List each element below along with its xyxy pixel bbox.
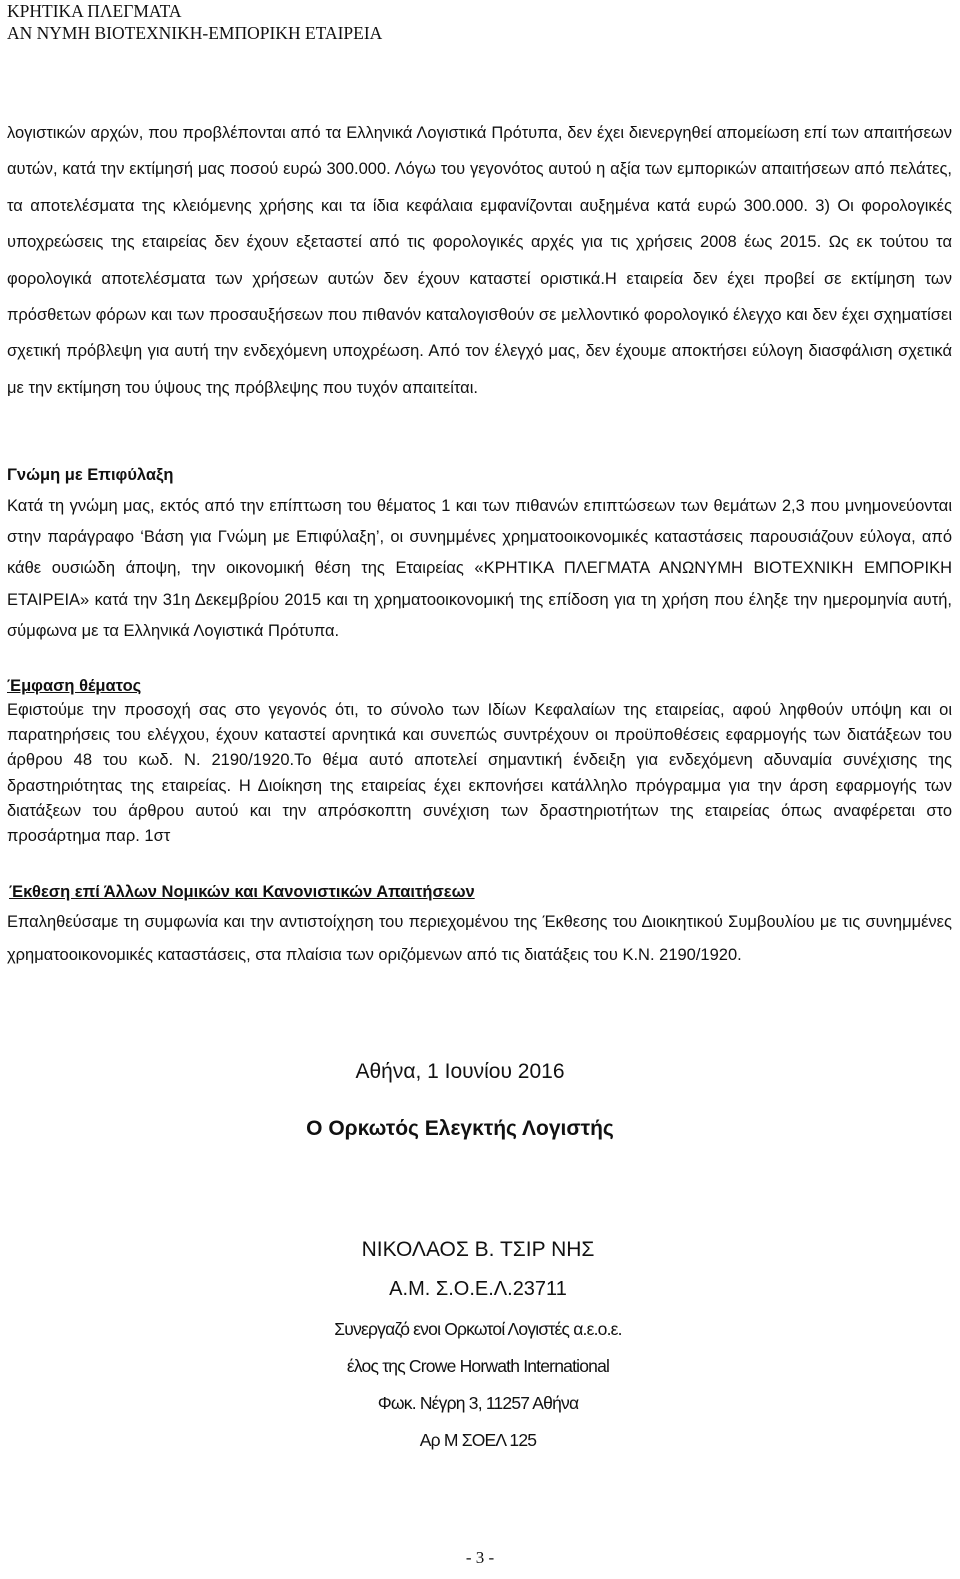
emphasis-text: Εφιστούμε την προσοχή σας στο γεγονός ότι, το σύνολο των Ιδίων Κεφαλαίων της εταιρείας, αφού ληφθούν υπόψη και οι παρατηρήσεις του ελέγχου, έχουν καταστεί αρνητικά και συνεπώς συντρέχουν οι προϋποθέσεις εφαρμογής των διατάξεων του άρθρου 48 του κωδ. Ν. 2190/1920.Το θέμα αυτό αποτελεί σημαντική ένδειξη για ενδεχόμενη αδυναμία συνέχισης της δραστηριότητας της εταιρείας. Η Διοίκηση της εταιρείας έχει εκπονήσει κατάλληλο πρόγραμμα για την άρση εφαρμογής των διατάξεων του άρθρου αυτού και την απρόσκοπτη συνέχιση των δραστηριοτήτων της εταιρείας όπως αναφέρεται στο προσάρτημα παρ. 1στ (7, 701, 952, 846)
auditor-title: Ο Ορκωτός Ελεγκτής Λογιστής (306, 1117, 614, 1140)
qualified-opinion-heading: Γνώμη με Επιφύλαξη (7, 466, 174, 484)
firm-registration: Αρ Μ ΣΟΕΛ 125 (419, 1430, 537, 1450)
other-matters-text: Επαληθεύσαμε τη συμφωνία και την αντιστοίχηση του περιεχομένου της Έκθεσης του Διοικητικού Συμβουλίου με τις συνημμένες χρηματοοικονομικές καταστάσεις, στα πλαίσια των οριζόμενων από τις διατάξεις του Κ.Ν. 2190/1920. (7, 913, 952, 964)
auditor-name: ΝΙΚΟΛΑΟΣ Β. ΤΣΙΡ ΝΗΣ (361, 1238, 595, 1261)
company-name: ΚΡΗΤΙΚΑ ΠΛΕΓΜΑΤΑ (7, 1, 182, 21)
company-type: ΑΝ ΝΥΜΗ ΒΙΟΤΕΧΝΙΚΗ-ΕΜΠΟΡΙΚΗ ΕΤΑΙΡΕΙΑ (7, 23, 383, 43)
firm-name: Συνεργαζό ενοι Ορκωτοί Λογιστές α.ε.ο.ε. (334, 1319, 622, 1339)
document-header (7, 0, 382, 44)
emphasis-heading: Έμφαση θέματος (7, 677, 142, 695)
signature-date: Αθήνα, 1 Ιουνίου 2016 (355, 1060, 565, 1083)
auditor-registration: Α.Μ. Σ.Ο.Ε.Λ.23711 (389, 1278, 567, 1300)
firm-membership: έλος της Crowe Horwath International (346, 1356, 610, 1376)
qualified-opinion-text: Κατά τη γνώμη μας, εκτός από την επίπτωση του θέματος 1 και των πιθανών επιπτώσεων των θεμάτων 2,3 που μνημονεύονται στην παράγραφο ‘Βάση για Γνώμη με Επιφύλαξη’, οι συνημμένες χρηματοοικονομικές καταστάσεις παρουσιάζουν εύλογα, από κάθε ουσιώδη άποψη, την οικονομική θέση της Εταιρείας «ΚΡΗΤΙΚΑ ΠΛΕΓΜΑΤΑ ΑΝΩΝΥΜΗ ΒΙΟΤΕΧΝΙΚΗ ΕΜΠΟΡΙΚΗ ΕΤΑΙΡΕΙΑ» κατά την 31η Δεκεμβρίου 2015 και τη χρηματοοικονομική της επίδοση για τη χρήση που έληξε την ημερομηνία αυτή, σύμφωνα με τα Ελληνικά Λογιστικά Πρότυπα. (7, 497, 952, 640)
firm-address: Φωκ. Νέγρη 3, 11257 Αθήνα (377, 1393, 579, 1413)
page-number: - 3 - (465, 1548, 495, 1567)
other-matters-heading: Έκθεση επί Άλλων Νομικών και Κανονιστικών Απαιτήσεων (9, 883, 475, 901)
basis-paragraph: λογιστικών αρχών, που προβλέπονται από τα Ελληνικά Λογιστικά Πρότυπα, δεν έχει διενεργηθεί απομείωση επί των απαιτήσεων αυτών, κατά την εκτίμησή μας ποσού ευρώ 300.000. Λόγω του γεγονότος αυτού η αξία των εμπορικών απαιτήσεων από πελάτες, τα αποτελέσματα της κλειόμενης χρήσης και τα ίδια κεφάλαια εμφανίζονται αυξημένα κατά ευρώ 300.000. 3) Οι φορολογικές υποχρεώσεις της εταιρείας δεν έχουν εξεταστεί από τις φορολογικές αρχές για τις χρήσεις 2008 έως 2015. Ως εκ τούτου τα φορολογικά αποτελέσματα των χρήσεων αυτών δεν έχουν καταστεί οριστικά.Η εταιρεία δεν έχει προβεί σε εκτίμηση των πρόσθετων φόρων και των προσαυξήσεων που πιθανόν καταλογισθούν σε μελλοντικό φορολογικό έλεγχο και δεν έχει σχηματίσει σχετική πρόβλεψη για αυτή την ενδεχόμενη υποχρέωση. Από τον έλεγχό μας, δεν έχουμε αποκτήσει εύλογη διασφάλιση σχετικά με την εκτίμηση του ύψους της πρόβλεψης που τυχόν απαιτείται. (7, 124, 952, 397)
